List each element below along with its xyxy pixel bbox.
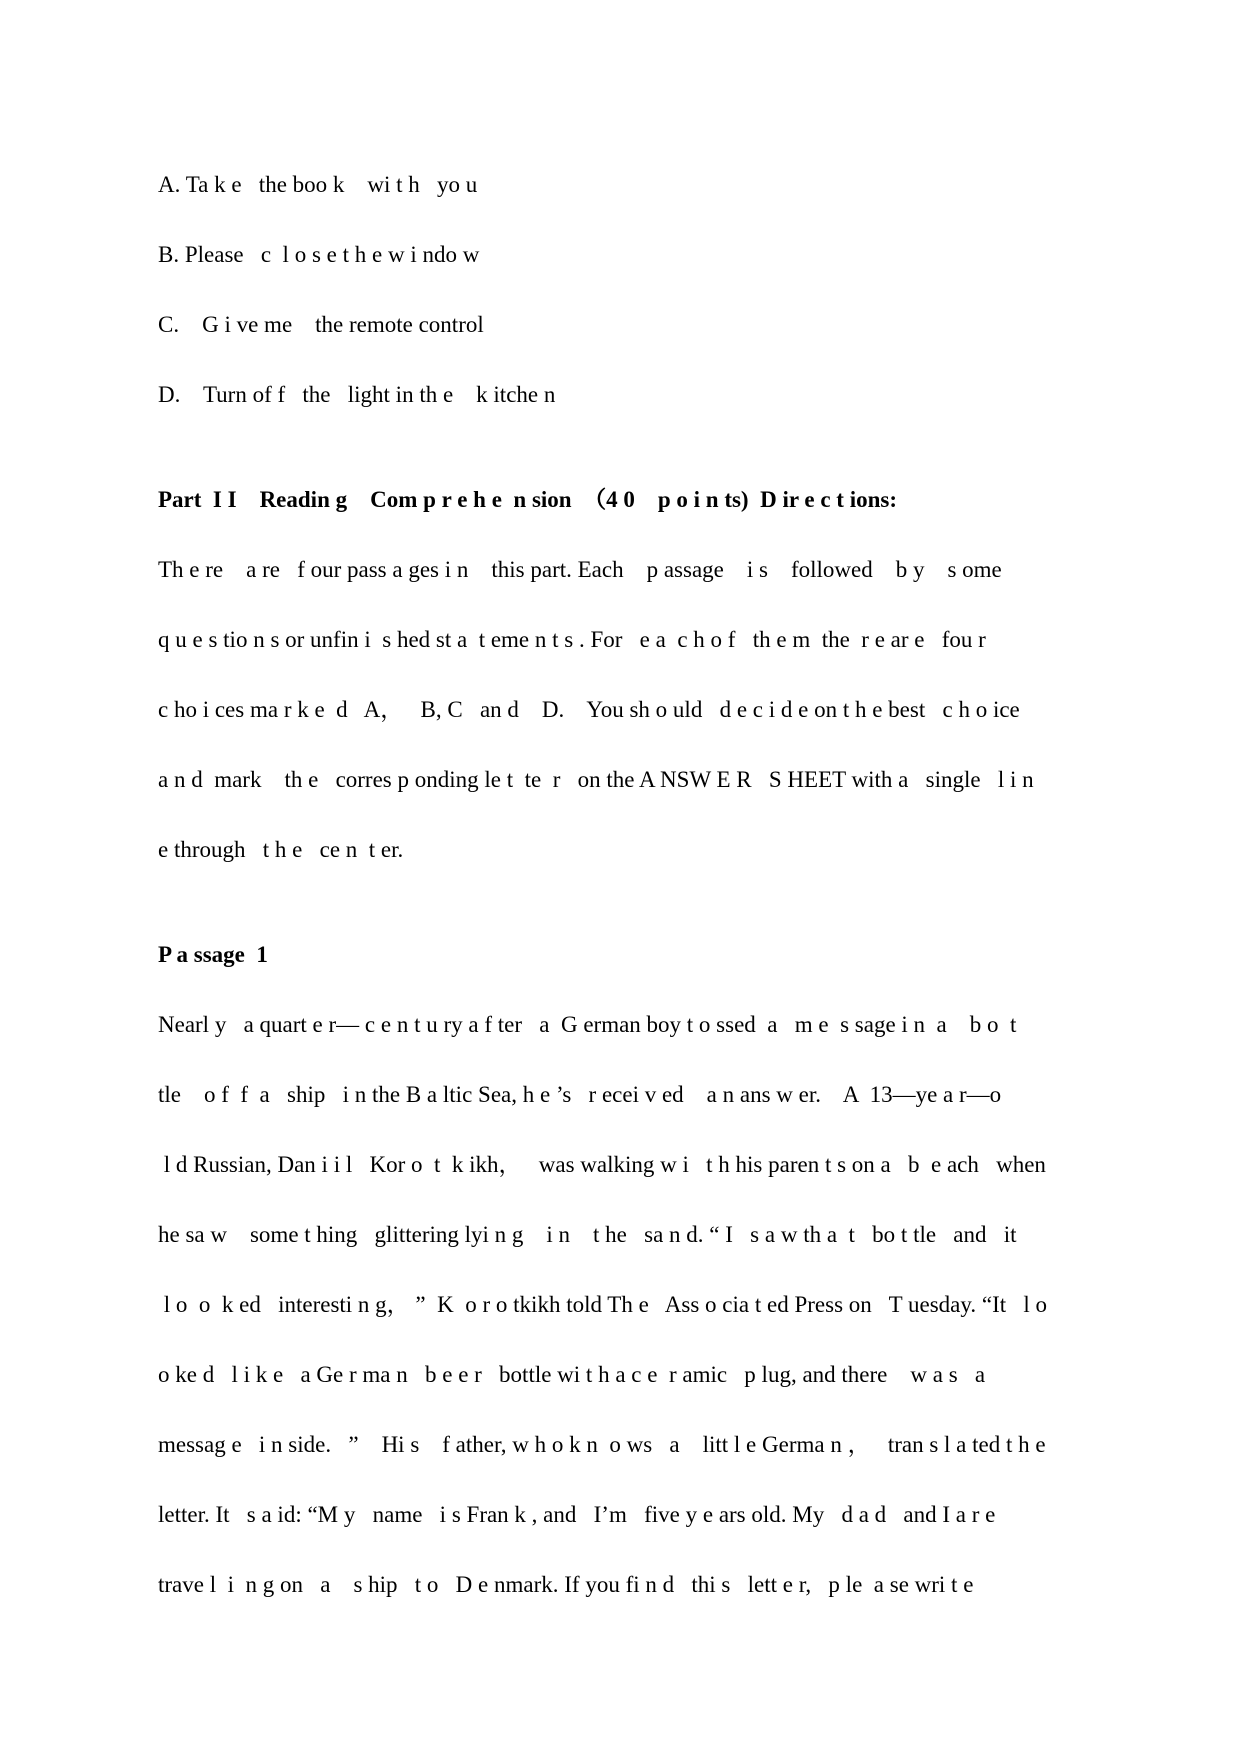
part2-heading: Part I I Readin g Com p r e h e n sion （4 0 p o i n ts) D ir e c t ions: bbox=[158, 487, 897, 512]
passage1-heading: P a ssage 1 bbox=[158, 942, 268, 967]
passage-line: tle o f f a ship i n the B a ltic Sea, h e ’s r ecei v ed a n ans w er. A 13—ye a r—o bbox=[158, 1082, 1002, 1107]
option-a: A. Ta k e the boo k wi t h yo u bbox=[158, 172, 478, 197]
option-b: B. Please c l o s e t h e w i ndo w bbox=[158, 242, 480, 267]
directions-line: e through t h e ce n t er. bbox=[158, 837, 404, 862]
passage-line: l d Russian, Dan i i l Kor o t k ikh， was walking w i t h his paren t s on a b e ach when bbox=[158, 1152, 1046, 1177]
passage-line: o ke d l i k e a Ge r ma n b e e r bottle wi t h a c e r amic p lug, and there w a s a bbox=[158, 1362, 986, 1387]
directions-line: a n d mark th e corres p onding le t te r on the A NSW E R S HEET with a single l i n bbox=[158, 767, 1034, 792]
passage-line: letter. It s a id: “M y name i s Fran k , and I’m five y e ars old. My d a d and I a r e bbox=[158, 1502, 996, 1527]
directions-line: q u e s tio n s or unfin i s hed st a t eme n t s . For e a c h o f th e m the r e ar e fou r bbox=[158, 627, 986, 652]
passage-line: messag e i n side. ” Hi s f ather, w h o k n o ws a litt l e Germa n ， tran s l a ted t h e bbox=[158, 1432, 1046, 1457]
passage-line: trave l i n g on a s hip t o D e nmark. If you fi n d thi s lett e r, p le a se wri t e bbox=[158, 1572, 974, 1597]
directions-line: Th e re a re f our pass a ges i n this part. Each p assage i s followed b y s ome bbox=[158, 557, 1002, 582]
directions-line: c ho i ces ma r k e d A， B, C an d D. You sh o uld d e c i d e on t h e best c h o ice bbox=[158, 697, 1020, 722]
passage-line: he sa w some t hing glittering lyi n g i n t he sa n d. “ I s a w th a t bo t tle and it bbox=[158, 1222, 1017, 1247]
passage-line: Nearl y a quart e r— c e n t u ry a f ter a G erman boy t o ssed a m e s sage i n a b o t bbox=[158, 1012, 1017, 1037]
option-d: D. Turn of f the light in th e k itche n bbox=[158, 382, 556, 407]
passage-line: l o o k ed interesti n g， ” K o r o tkikh told Th e Ass o cia t ed Press on T uesday. “It l o bbox=[158, 1292, 1048, 1317]
option-c: C. G i ve me the remote control bbox=[158, 312, 484, 337]
